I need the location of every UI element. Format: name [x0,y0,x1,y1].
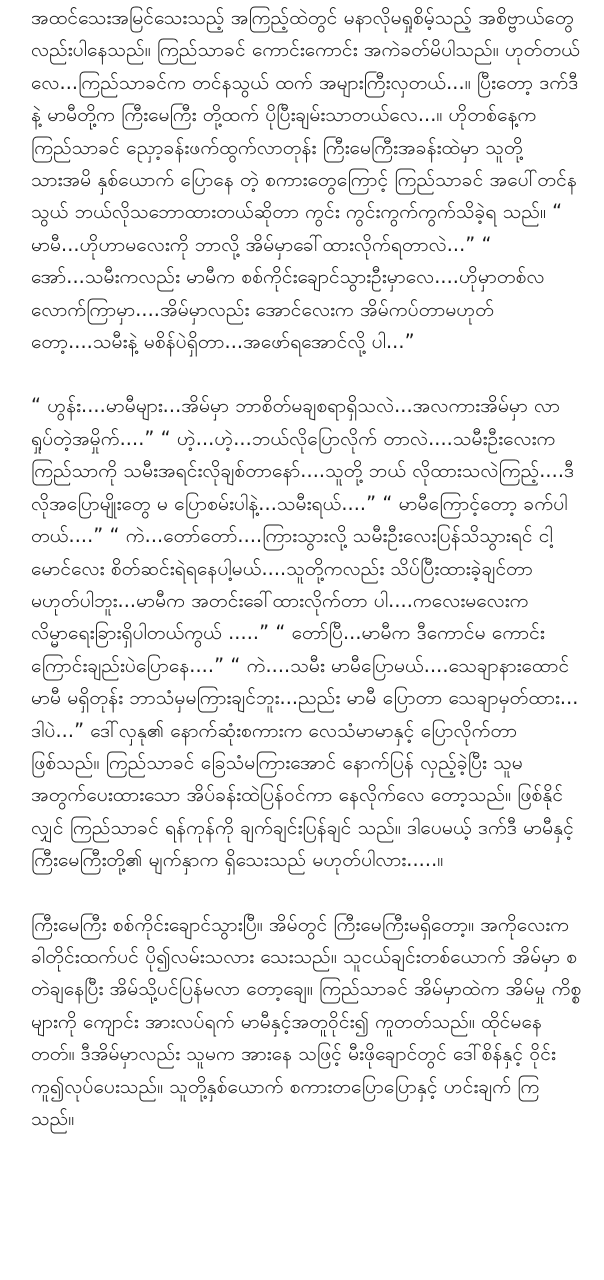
paragraph-3: ကြီးမေကြီး စစ်ကိုင်းချောင်သွားပြီ။ အိမ်တွင် ကြီးမေကြီးမရှိတော့။ အကိုလေးက ခါတိုင်းထက်ပင် ပို၍လမ်းသလား သေးသည်။ သူငယ်ချင်းတစ်ယောက် အိမ်မှာ စတဲချနေပြီး အိမ်သို့ပင်ပြန်မလာ တော့ချေ။ ကြည်သာခင် အိမ်မှာထဲက အိမ်မှု ကိစ္စများကို ကျောင်း အားလပ်ရက် မာမီနှင့်အတူဝိုင်း၍ ကူတတ်သည်။ ထိုင်မနေတတ်။ ဒီအိမ်မှာလည်း သူမက အားနေ သဖြင့် မီးဖိုချောင်တွင် ဒေါ်စိန်နှင့် ဝိုင်းကူ၍လုပ်ပေးသည်။ သူတို့နှစ်ယောက် စကားတပြောပြောနှင့် ဟင်းချက် ကြသည်။ [31,912,582,1130]
paragraph-2: “ ဟွန်း....မာမီများ...အိမ်မှာ ဘာစိတ်မချစရာရှိသလဲ...အလကားအိမ်မှာ လာရှုပ်တဲ့အမှိုက်....” “ ဟဲ့...ဟဲ့...ဘယ်လိုပြောလိုက် တာလဲ....သမီးဦးလေးက ကြည်သာကို သမီးအရင်းလိုချစ်တာနော်....သူတို့ ဘယ် လိုထားသလဲကြည့်....ဒီလိုအပြောမျိုးတွေ မ ပြောစမ်းပါနဲ့...သမီးရယ်....” “ မာမီကြောင့်တော့ ခက်ပါတယ်....” “ ကဲ...တော်တော်....ကြားသွားလို့ သမီးဦးလေးပြန်သိသွားရင် ငါ့မောင်လေး စိတ်ဆင်းရဲရနေပါ့မယ်....သူတို့ကလည်း သိပ်ပြီးထားခဲ့ချင်တာ မဟုတ်ပါဘူး...မာမီက အတင်းခေါ်ထားလိုက်တာ ပါ....ကလေးမလေးက လိမ္မာရေးခြားရှိပါတယ်ကွယ် .....” “ တော်ပြီ...မာမီက ဒီကောင်မ ကောင်းကြောင်းချည်းပဲပြောနေ....” “ ကဲ....သမီး မာမီပြောမယ်....သေချာနားထောင် မာမီ မရှိတုန်း ဘာသံမှမကြားချင်ဘူး...ညည်း မာမီ ပြောတာ သေချာမှတ်ထား... ဒါပဲ...” ဒေါ်လှနု၏ နောက်ဆုံးစကားက လေသံမာမာနှင့် ပြောလိုက်တာဖြစ်သည်။ ကြည်သာခင် ခြေသံမကြားအောင် နောက်ပြန် လှည့်ခဲ့ပြီး သူမ အတွက်ပေးထားသော အိပ်ခန်းထဲပြန်ဝင်ကာ နေလိုက်လေ တော့သည်။ ဖြစ်နိုင်လျှင် ကြည်သာခင် ရန်ကုန်ကို ချက်ချင်းပြန်ချင် သည်။ ဒါပေမယ့် ဒက်ဒီ မာမီနှင့် ကြီးမေကြီးတို့၏ မျက်နှာက ရှိသေးသည် မဟုတ်ပါလား.....။ [31,394,579,872]
paragraph-1: အထင်သေးအမြင်သေးသည့် အကြည့်ထဲတွင် မနာလိုမရှုစိမ့်သည့် အစိဗ္ဗာယ်တွေလည်းပါနေသည်။ ကြည်သာခင် ကောင်းကောင်း အကဲခတ်မိပါသည်။ ဟုတ်တယ်လေ...ကြည်သာခင်က တင်နသွယ် ထက် အများကြီးလှတယ်...။ ပြီးတော့ ဒက်ဒီနဲ့ မာမီတို့က ကြီးမေကြီး တို့ထက် ပိုပြီးချမ်းသာတယ်လေ...။ ဟိုတစ်နေ့က ကြည်သာခင် ညှော့ခန်းဖက်ထွက်လာတုန်း ကြီးမေကြီးအခန်းထဲမှာ သူတို့ သားအမိ နှစ်ယောက် ပြောနေ တဲ့ စကားတွေကြောင့် ကြည်သာခင် အပေါ်တင်နသွယ် ဘယ်လိုသဘောထားတယ်ဆိုတာ ကွင်း ကွင်းကွက်ကွက်သိခဲ့ရ သည်။ “ မာမီ...ဟိုဟာမလေးကို ဘာလို့ အိမ်မှာခေါ်ထားလိုက်ရတာလဲ...” “ အော်...သမီးကလည်း မာမီက စစ်ကိုင်းချောင်သွားဦးမှာလေ....ဟိုမှာတစ်လလောက်ကြာမှာ....အိမ်မှာလည်း အောင်လေးက အိမ်ကပ်တာမဟုတ် တော့....သမီးနဲ့ မစိန်ပဲရှိတာ...အဖော်ရအောင်လို့ ပါ...” [31,6,581,354]
